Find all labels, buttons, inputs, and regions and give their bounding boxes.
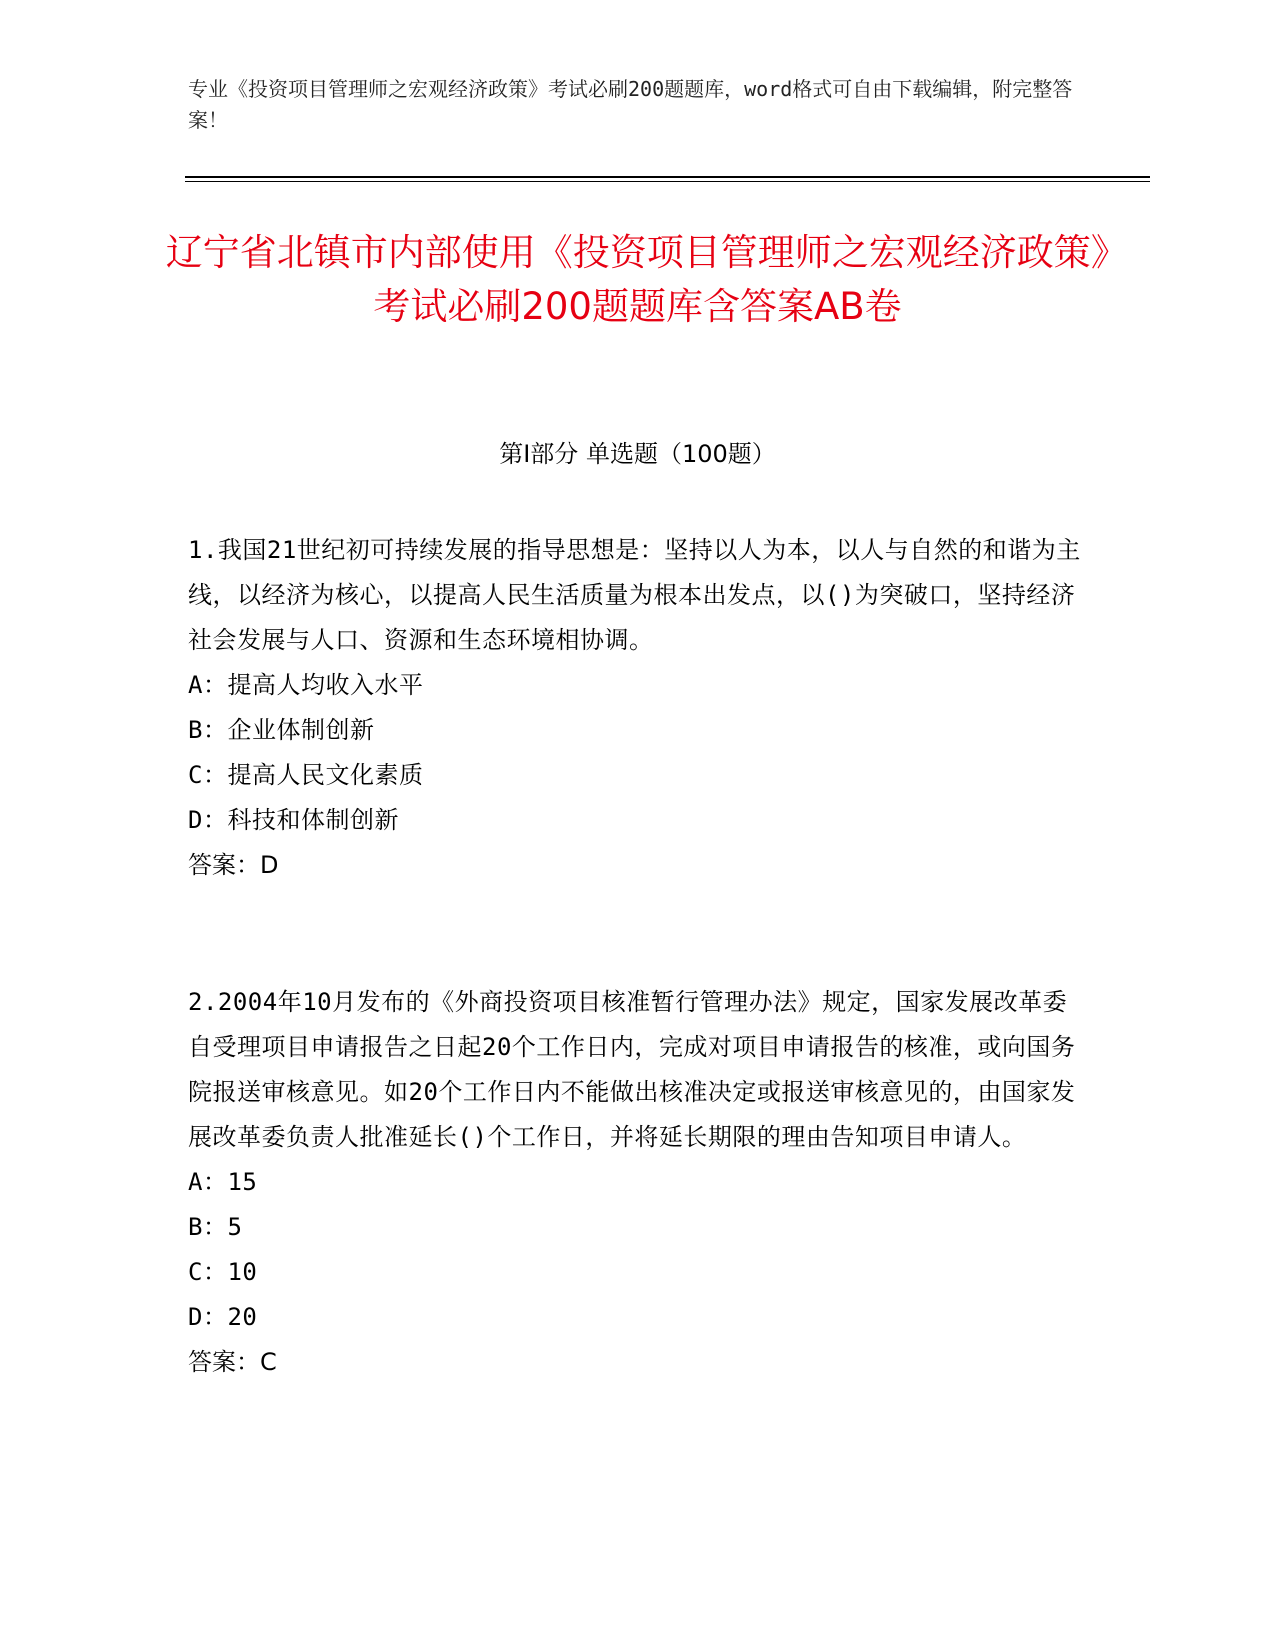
option-c: C：10 <box>188 1258 258 1286</box>
answer: 答案：D <box>188 851 279 879</box>
option-d: D：20 <box>188 1303 258 1331</box>
section-title: 第Ⅰ部分 单选题（100题） <box>499 440 776 468</box>
question-2 <box>188 980 1088 1385</box>
header-note: 专业《投资项目管理师之宏观经济政策》考试必刷200题题库，word格式可自由下载编辑，附完整答案！ <box>188 77 1073 132</box>
document-title: 辽宁省北镇市内部使用《投资项目管理师之宏观经济政策》考试必刷200题题库含答案AB卷 <box>165 231 1110 328</box>
option-a: A：提高人均收入水平 <box>188 671 424 699</box>
question-text: 1.我国21世纪初可持续发展的指导思想是：坚持以人为本，以人与自然的和谐为主线，以经济为核心，以提高人民生活质量为根本出发点，以()为突破口，坚持经济社会发展与人口、资源和生态环境相协调。 <box>188 536 1081 654</box>
option-b: B：企业体制创新 <box>188 716 375 744</box>
option-b: B：5 <box>188 1213 243 1241</box>
header-divider-thick <box>185 176 1150 178</box>
option-c: C：提高人民文化素质 <box>188 761 424 789</box>
option-a: A：15 <box>188 1168 258 1196</box>
option-d: D：科技和体制创新 <box>188 806 399 834</box>
question-1 <box>188 528 1088 888</box>
question-text: 2.2004年10月发布的《外商投资项目核准暂行管理办法》规定，国家发展改革委自受理项目申请报告之日起20个工作日内，完成对项目申请报告的核准，或向国务院报送审核意见。如20个工作日内不能做出核准决定或报送审核意见的，由国家发展改革委负责人批准延长()个工作日，并将延长期限的理由告知项目申请人。 <box>188 988 1076 1151</box>
header-divider-thin <box>185 181 1150 182</box>
answer: 答案：C <box>188 1348 277 1376</box>
